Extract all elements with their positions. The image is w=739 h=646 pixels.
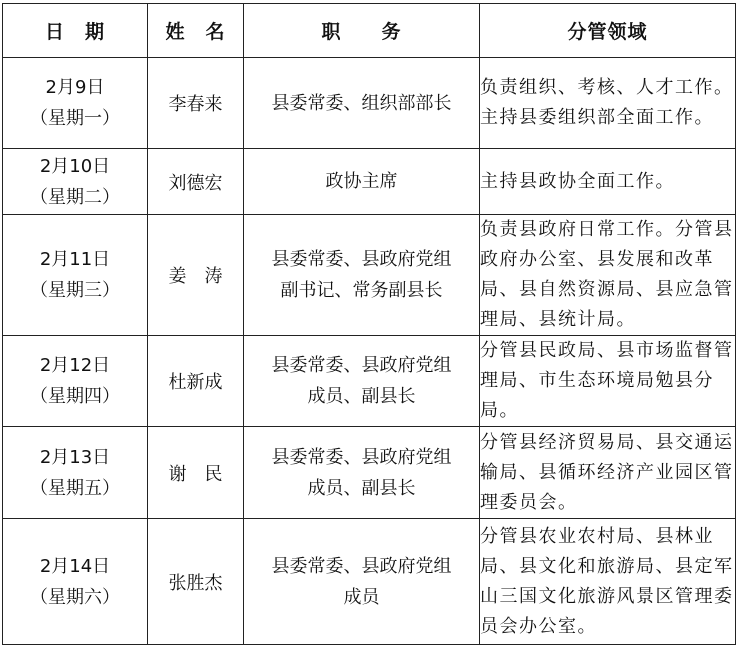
duties-cell: 主持县政协全面工作。 xyxy=(480,149,736,215)
header-name: 姓 名 xyxy=(148,4,244,58)
title-cell xyxy=(244,58,480,149)
duties-cell: 负责组织、考核、人才工作。主持县委组织部全面工作。 xyxy=(480,58,736,149)
date-text: 2月9日 xyxy=(45,77,105,98)
title-text: 县委常委、县政府党组 xyxy=(271,555,452,577)
weekday-text: （星期三） xyxy=(30,280,120,301)
weekday-text: （星期五） xyxy=(30,477,120,499)
title-text: 成员 xyxy=(343,586,380,608)
date-cell xyxy=(3,149,148,215)
header-date: 日 期 xyxy=(3,4,148,58)
weekday-text: （星期二） xyxy=(30,186,120,208)
weekday-text: （星期六） xyxy=(30,586,120,608)
title-cell xyxy=(244,336,480,427)
title-text: 县委常委、组织部部长 xyxy=(271,92,452,114)
title-text: 县委常委、县政府党组 xyxy=(271,249,452,270)
date-cell xyxy=(3,58,148,149)
header-title: 职 务 xyxy=(244,4,480,58)
duties-cell: 负责县政府日常工作。分管县政府办公室、县发展和改革局、县自然资源局、县应急管理局、县统计局。 xyxy=(480,215,736,336)
date-text: 2月13日 xyxy=(39,446,111,468)
title-cell xyxy=(244,427,480,519)
name-cell: 谢 民 xyxy=(148,427,244,519)
date-text: 2月11日 xyxy=(39,249,111,270)
title-text: 副书记、常务副县长 xyxy=(280,280,443,301)
weekday-text: （星期四） xyxy=(30,386,120,407)
weekday-text: （星期一） xyxy=(30,108,120,129)
title-text: 政协主席 xyxy=(325,171,398,192)
table-row xyxy=(3,427,736,519)
title-text: 县委常委、县政府党组 xyxy=(271,355,452,376)
table-row xyxy=(3,58,736,149)
name-cell: 刘德宏 xyxy=(148,149,244,215)
title-text: 成员、副县长 xyxy=(307,386,416,407)
date-cell xyxy=(3,215,148,336)
date-text: 2月12日 xyxy=(39,355,111,376)
header-row xyxy=(3,4,736,58)
title-cell xyxy=(244,215,480,336)
table-row xyxy=(3,519,736,645)
table-row xyxy=(3,215,736,336)
title-text: 县委常委、县政府党组 xyxy=(271,446,452,468)
header-duties: 分管领域 xyxy=(480,4,736,58)
duties-cell: 分管县民政局、县市场监督管理局、市生态环境局勉县分局。 xyxy=(480,336,736,427)
date-text: 2月10日 xyxy=(39,155,111,177)
duties-cell: 分管县农业农村局、县林业局、县文化和旅游局、县定军山三国文化旅游风景区管理委员会办公室。 xyxy=(480,519,736,645)
title-text: 成员、副县长 xyxy=(307,477,416,499)
title-cell xyxy=(244,149,480,215)
name-cell: 姜 涛 xyxy=(148,215,244,336)
date-cell xyxy=(3,336,148,427)
date-text: 2月14日 xyxy=(39,555,111,577)
table-row xyxy=(3,149,736,215)
date-cell xyxy=(3,427,148,519)
name-cell: 张胜杰 xyxy=(148,519,244,645)
table-row xyxy=(3,336,736,427)
duty-schedule-table xyxy=(2,3,736,645)
date-cell xyxy=(3,519,148,645)
title-cell xyxy=(244,519,480,645)
name-cell: 李春来 xyxy=(148,58,244,149)
duties-cell: 分管县经济贸易局、县交通运输局、县循环经济产业园区管理委员会。 xyxy=(480,427,736,519)
name-cell: 杜新成 xyxy=(148,336,244,427)
